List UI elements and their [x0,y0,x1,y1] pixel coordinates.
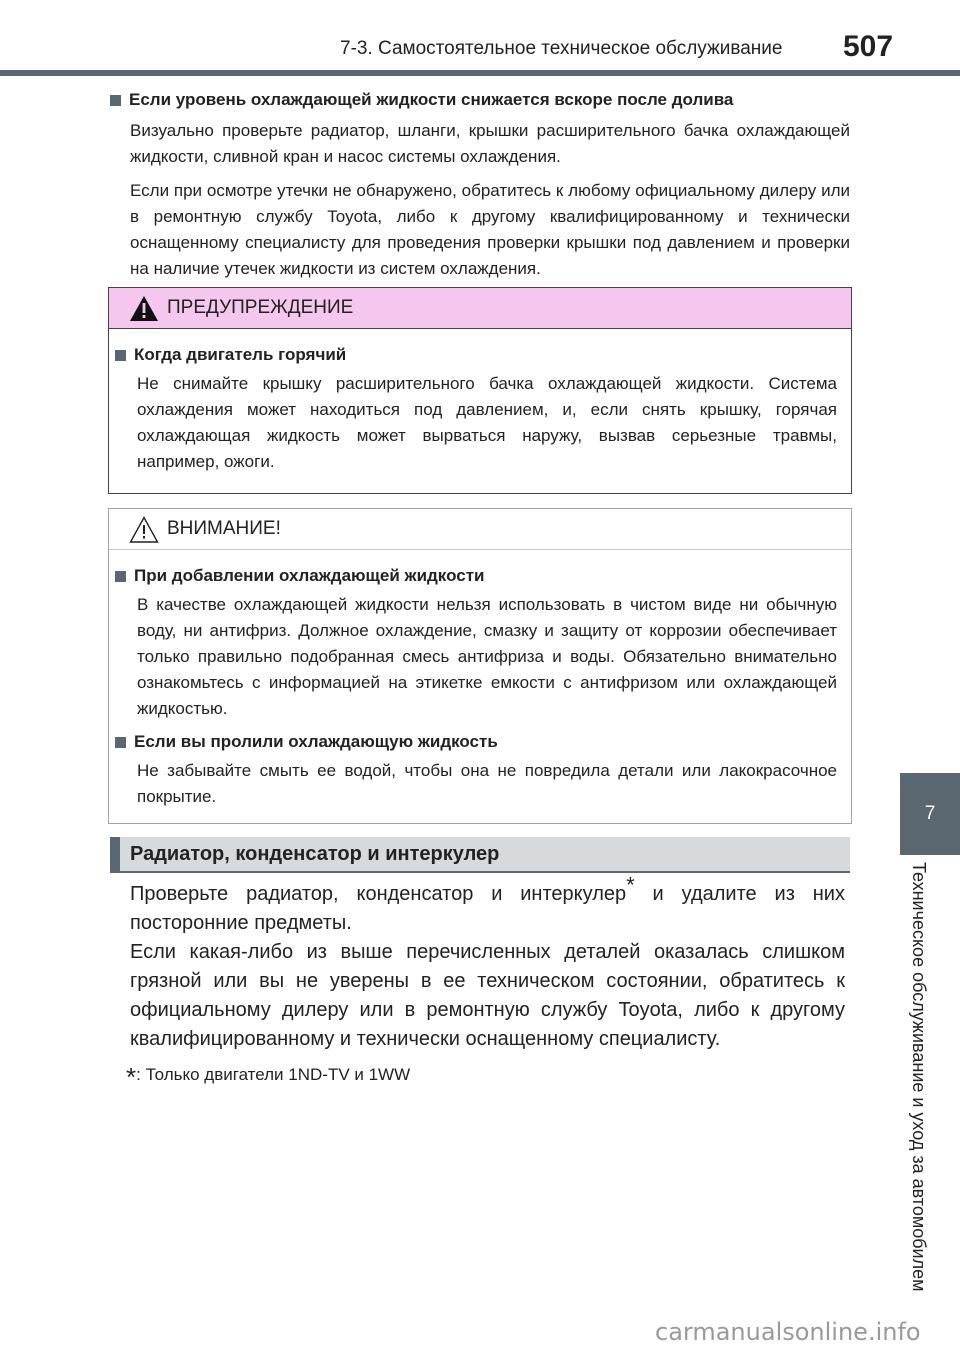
notice-item-heading-text: Если вы пролили охлаждающую жидкость [134,732,498,751]
page-number: 507 [843,30,894,63]
notice-box-body [109,550,851,834]
top-section-paragraph: Если при осмотре утечки не обнаружено, обратитесь к любому официальному дилеру или в ремонтную службу Toyota, либо к другому квалифицированному и технически оснащенному специалисту для проведения проверки крышки под давлением и проверки на наличие утечек жидкости из систем охлаждения. [130,181,850,278]
chapter-number: 7 [924,803,936,824]
square-bullet-icon [110,95,121,106]
notice-box-header [109,509,851,550]
section-accent [110,837,120,871]
notice-item-heading [115,566,837,586]
warning-box-title: ПРЕДУПРЕЖДЕНИЕ [167,297,354,318]
footnote-marker: * [626,872,635,898]
chapter-title-vertical: Техническое обслуживание и уход за автомобилем [909,862,929,1292]
radiator-paragraph-1 [130,872,845,938]
warning-heading-text: Когда двигатель горячий [134,345,347,364]
footnote-text: : Только двигатели 1ND-TV и 1WW [136,1065,411,1084]
top-section [110,90,850,282]
warning-heading [115,345,837,365]
radiator-section-title: Радиатор, конденсатор и интеркулер [130,842,500,865]
top-section-heading-text: Если уровень охлаждающей жидкости снижается вскоре после долива [129,90,734,109]
warning-triangle-icon [129,295,159,322]
warning-box-body [109,329,851,499]
warning-box [108,287,852,494]
square-bullet-icon [115,571,126,582]
notice-item-heading-text: При добавлении охлаждающей жидкости [134,566,485,585]
header-rule [0,70,960,76]
section-rule [110,871,850,873]
header-section-title: 7-3. Самостоятельное техническое обслуживание [340,38,783,59]
radiator-paragraph-1-text: Проверьте радиатор, конденсатор и интеркулер [130,883,627,905]
warning-text: Не снимайте крышку расширительного бачка охлаждающей жидкости. Система охлаждения может находиться под давлением, и, если снять крышку, горячая охлаждающая жидкость может вырваться наружу, вызвав серьезные травмы, например, ожоги. [137,374,837,471]
footnote [126,1062,410,1093]
radiator-paragraph-2: Если какая-либо из выше перечисленных деталей оказалась слишком грязной или вы не уверены в ее техническом состоянии, обратитесь к официальному дилеру или в ремонтную службу Toyota, либо к другому квалифицированному и технически оснащенному специалисту. [130,941,845,1050]
top-section-heading [110,90,850,110]
notice-item-text: Не забывайте смыть ее водой, чтобы она не повредила детали или лакокрасочное покрытие. [137,761,837,806]
notice-box-title: ВНИМАНИЕ! [167,518,281,539]
radiator-paragraph-1-text-end: и удалите из них посторонние предметы. [130,883,845,934]
caution-triangle-icon [129,516,159,543]
radiator-section-bar [110,837,850,871]
footnote-star: * [126,1062,137,1092]
top-section-paragraph: Визуально проверьте радиатор, шланги, крышки расширительного бачка охлаждающей жидкости, сливной кран и насос системы охлаждения. [130,121,850,166]
chapter-tab [900,773,960,855]
warning-box-header [109,288,851,329]
square-bullet-icon [115,350,126,361]
watermark: carmanualsonline.info [655,1318,921,1346]
notice-item-text: В качестве охлаждающей жидкости нельзя использовать в чистом виде ни обычную воду, ни антифриз. Должное охлаждение, смазку и защиту от коррозии обеспечивает только правильно подобранная смесь антифриза и воды. Обязательно внимательно ознакомьтесь с информацией на этикетке емкости с антифризом или охлаждающей жидкостью. [137,595,837,718]
notice-box [108,508,852,824]
notice-item-heading [115,732,837,752]
square-bullet-icon [115,737,126,748]
